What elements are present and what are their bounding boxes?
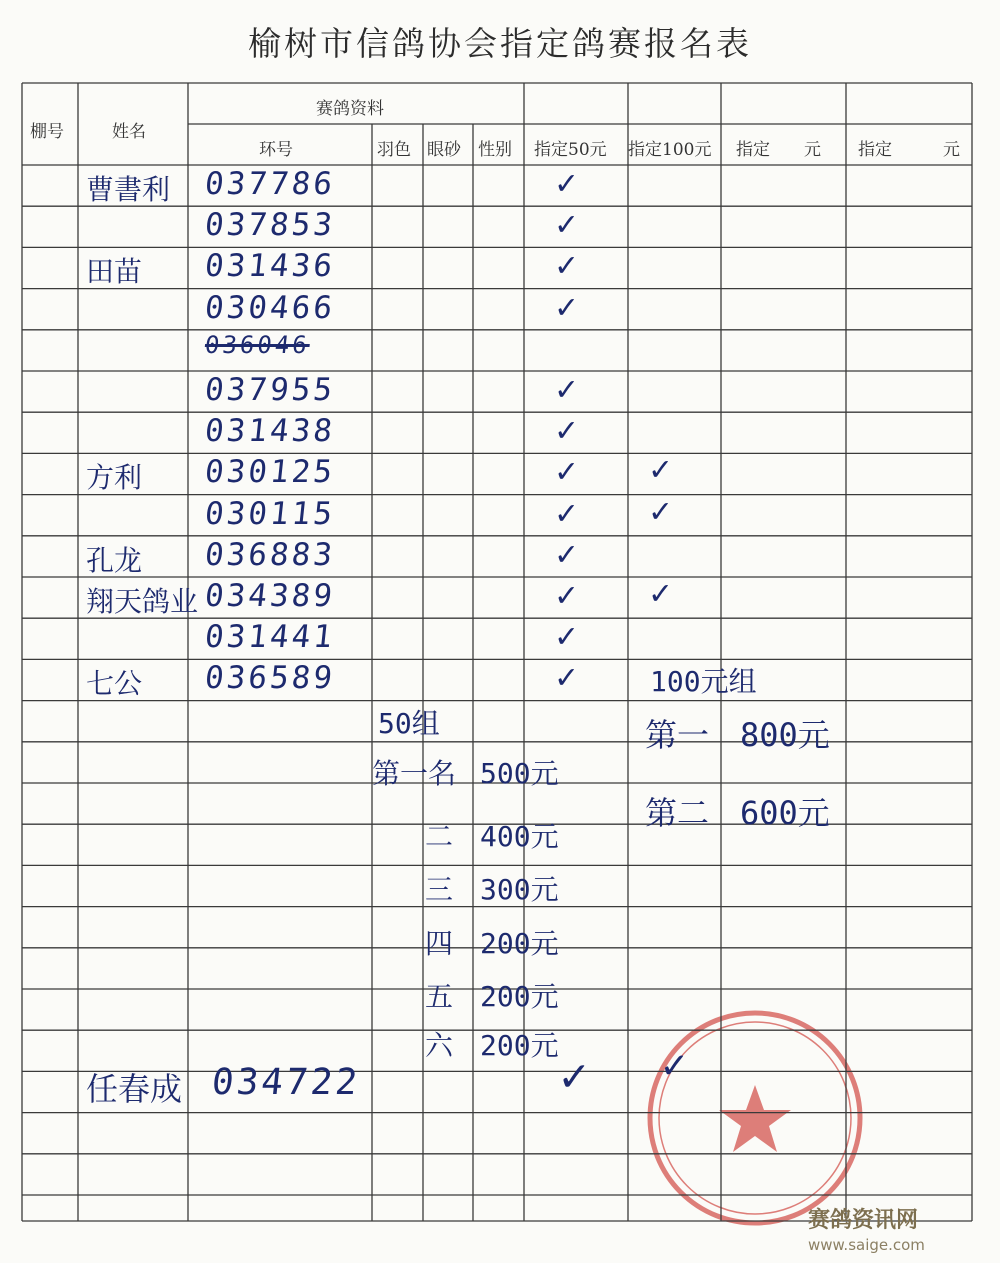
entry-ring-number: 037955 [203, 372, 337, 408]
entry-ring-number: 036046 [203, 330, 312, 359]
header-eye: 眼砂 [427, 140, 461, 160]
form-title: 榆树市信鸽协会指定鸽赛报名表 [248, 24, 752, 63]
group50-rank: 二 [425, 820, 454, 853]
entry-name: 翔天鸽业 [86, 585, 199, 618]
entry-check-50: ✓ [556, 657, 577, 698]
group50-rank: 六 [425, 1029, 454, 1062]
group50-rank: 四 [425, 927, 454, 960]
entry-ring-number: 031438 [203, 413, 337, 450]
entry-name: 七公 [86, 667, 143, 701]
watermark-url: www.saige.com [808, 1236, 925, 1254]
header-designated-50: 指定50元 [534, 140, 607, 160]
group50-label: 50组 [378, 707, 440, 740]
entry-check-50: ✓ [556, 616, 577, 657]
entry-check-50: ✓ [556, 369, 577, 409]
group50-amount: 200元 [480, 1029, 559, 1062]
group100-amount: 600元 [740, 794, 830, 832]
header-designated-100: 指定100元 [628, 140, 712, 160]
header-pen-no: 棚号 [30, 122, 64, 142]
entry-check-50: ✓ [556, 492, 577, 533]
header-ring-no: 环号 [259, 140, 293, 160]
entry-check-100: ✓ [650, 449, 671, 490]
group50-amount: 500元 [480, 757, 559, 790]
entry-ring-number: 031441 [203, 619, 337, 656]
entry-check-50: ✓ [556, 575, 577, 615]
group100-label: 100元组 [650, 665, 757, 698]
entry-name: 田苗 [86, 255, 143, 289]
group50-rank: 三 [425, 873, 454, 906]
last-entry-check-50: ✓ [560, 1048, 588, 1102]
group50-rank: 第一名 [372, 757, 457, 790]
group50-rank: 五 [425, 980, 454, 1013]
entry-ring-number: 036883 [203, 536, 337, 573]
entry-check-50: ✓ [556, 245, 577, 286]
entry-ring-number: 030125 [203, 454, 337, 491]
entry-ring-number: 031436 [203, 248, 337, 285]
entry-name: 孔龙 [86, 543, 143, 577]
last-entry-check-100: ✓ [662, 1042, 687, 1088]
group100-amount: 800元 [740, 716, 830, 754]
watermark [808, 1203, 925, 1254]
entry-check-50: ✓ [556, 204, 577, 245]
header-feather: 羽色 [377, 140, 411, 160]
entry-ring-number: 030466 [203, 289, 337, 326]
entry-name: 方利 [86, 461, 143, 495]
header-designated-a: 指定 元 [736, 140, 821, 160]
entry-check-50: ✓ [556, 410, 577, 451]
entry-ring-number: 037853 [203, 207, 337, 244]
header-pigeon-info: 赛鸽资料 [316, 99, 384, 119]
last-entry-name: 任春成 [86, 1070, 183, 1108]
entry-ring-number: 034389 [203, 578, 337, 614]
header-designated-b: 指定 元 [858, 140, 960, 160]
entry-name: 曹書利 [86, 173, 171, 206]
group100-rank: 第一 [645, 716, 710, 754]
entry-check-50: ✓ [556, 286, 577, 327]
header-sex: 性别 [478, 140, 512, 160]
entry-ring-number: 037786 [203, 166, 337, 202]
entry-check-50: ✓ [556, 163, 577, 203]
entry-check-50: ✓ [556, 533, 577, 574]
group50-amount: 200元 [480, 980, 559, 1013]
group50-amount: 300元 [480, 873, 559, 906]
entry-check-50: ✓ [556, 451, 577, 492]
entry-check-100: ✓ [650, 490, 671, 531]
group50-amount: 400元 [480, 820, 559, 853]
group50-amount: 200元 [480, 927, 559, 960]
entry-ring-number: 030115 [203, 495, 337, 532]
header-name: 姓名 [112, 122, 146, 142]
watermark-text: 赛鸽资讯网 [808, 1208, 919, 1233]
entry-ring-number: 036589 [203, 660, 337, 697]
group100-rank: 第二 [645, 794, 710, 832]
last-entry-ring: 034722 [209, 1062, 363, 1103]
entry-check-100: ✓ [650, 573, 671, 613]
